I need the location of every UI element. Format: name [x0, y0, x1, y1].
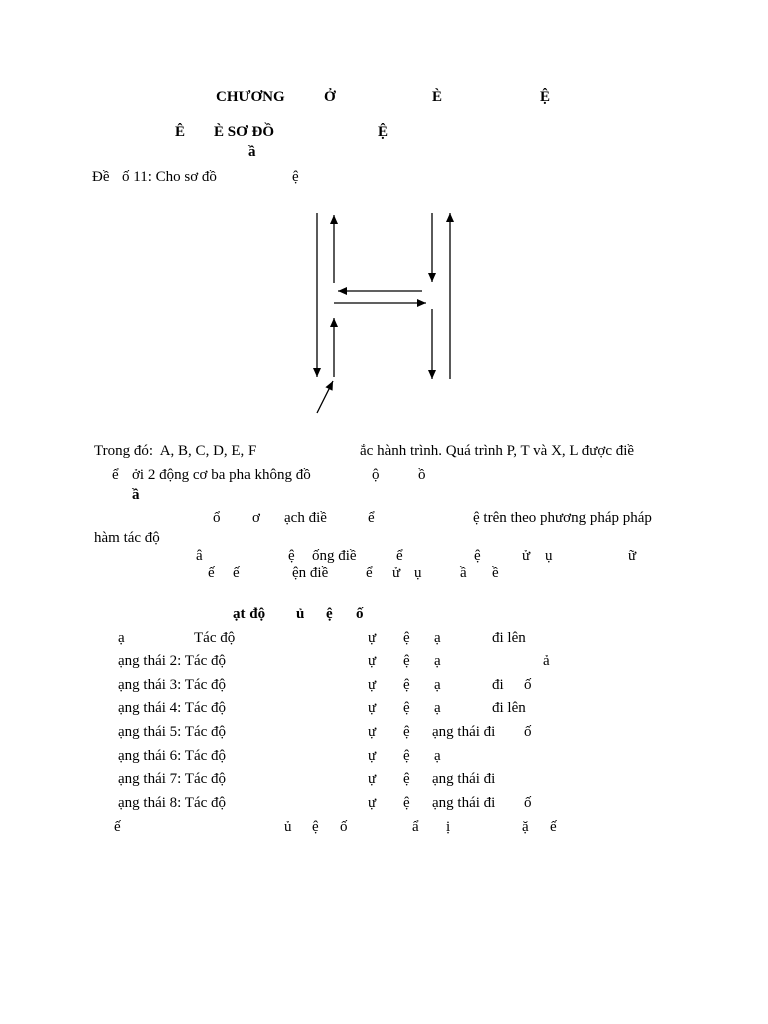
state-4-d: ạ [434, 700, 441, 716]
state-7-c: ệ [403, 771, 410, 787]
state-3-b: ự [368, 677, 377, 693]
task-l4-e: ử [392, 565, 401, 581]
task-l3-f: ử [522, 548, 531, 564]
desc-l2-c: ộ [372, 467, 380, 483]
state-7-d: ạng thái đi [432, 771, 496, 787]
state-1-f: đi lên [492, 630, 526, 646]
task-l1-e: ệ trên theo phương pháp pháp [473, 510, 652, 526]
state-2-a: ạng thái 2: Tác độ [118, 653, 227, 669]
task-l3-a: â [196, 548, 203, 564]
start-pointer-arrow [317, 381, 333, 413]
state-3-c: ệ [403, 677, 410, 693]
state-8-e: ố [524, 795, 532, 811]
task-l4-f: ụ [414, 565, 422, 581]
task-l2: hàm tác độ [94, 530, 160, 546]
state-2-e: ả [543, 653, 550, 669]
desc-l3: ầ [132, 487, 140, 503]
state-4-c: ệ [403, 700, 410, 716]
task-l1-c: ạch điề [284, 510, 327, 526]
desc-l2-b: ởi 2 động cơ ba pha không đồ [132, 467, 311, 483]
task-l4-d: ể [366, 565, 373, 581]
task-l4-h: ề [492, 565, 499, 581]
state-8-a: ạng thái 8: Tác độ [118, 795, 227, 811]
state-4-e: đi lên [492, 700, 526, 716]
last-e: ẩ [412, 819, 419, 835]
state-3-d: ạ [434, 677, 441, 693]
states-h-a: ạt độ [233, 606, 266, 622]
state-8-c: ệ [403, 795, 410, 811]
last-h: ế [550, 819, 557, 835]
desc-l1-b: ắc hành trình. Quá trình P, T và X, L được điề [360, 443, 635, 459]
state-7-a: ạng thái 7: Tác độ [118, 771, 227, 787]
title-l2-b: È SƠ ĐỒ [214, 124, 275, 140]
task-l3-b: ệ [288, 548, 295, 564]
state-1-c: ự [368, 630, 377, 646]
state-6-b: ự [368, 748, 377, 764]
problem-h-a: Đề [92, 169, 110, 185]
state-5-b: ự [368, 724, 377, 740]
task-l3-c: ống điề [312, 548, 357, 564]
state-6-d: ạ [434, 748, 441, 764]
desc-l1-a: Trong đó: A, B, C, D, E, F [94, 443, 257, 459]
task-l3-g: ụ [545, 548, 553, 564]
states-h-b: ủ [296, 606, 305, 622]
desc-l2-a: ể [112, 467, 119, 483]
title-l1-b: Ở [324, 89, 336, 105]
state-5-e: ố [524, 724, 532, 740]
state-5-a: ạng thái 5: Tác độ [118, 724, 227, 740]
state-1-e: ạ [434, 630, 441, 646]
state-2-b: ự [368, 653, 377, 669]
state-1-a: ạ [118, 630, 125, 646]
problem-h-c: ệ [292, 169, 299, 185]
state-1-d: ệ [403, 630, 410, 646]
task-l3-d: ể [396, 548, 403, 564]
task-l3-e: ệ [474, 548, 481, 564]
state-7-b: ự [368, 771, 377, 787]
task-l1-a: ổ [213, 510, 221, 526]
last-a: ế [114, 819, 121, 835]
task-l1-b: ơ [252, 510, 260, 526]
state-6-c: ệ [403, 748, 410, 764]
title-l2-a: Ê [175, 124, 186, 140]
state-3-e: đi [492, 677, 504, 693]
title-l2-sub: ầ [248, 144, 256, 160]
state-8-d: ạng thái đi [432, 795, 496, 811]
task-l3-h: ữ [628, 548, 637, 564]
state-5-d: ạng thái đi [432, 724, 496, 740]
task-l1-d: ể [368, 510, 375, 526]
last-c: ệ [312, 819, 319, 835]
title-l1-c: È [432, 89, 443, 105]
title-l1-a: CHƯƠNG [216, 89, 285, 105]
state-4-b: ự [368, 700, 377, 716]
last-g: ặ [522, 819, 529, 835]
travel-diagram [300, 205, 470, 420]
problem-h-b: ố 11: Cho sơ đồ [122, 169, 217, 185]
last-b: ủ [284, 819, 292, 835]
states-h-d: ố [356, 606, 364, 622]
state-3-f: ố [524, 677, 532, 693]
task-l4-c: ện điề [292, 565, 329, 581]
state-8-b: ự [368, 795, 377, 811]
states-h-c: ệ [326, 606, 333, 622]
title-l1-d: Ệ [540, 89, 551, 105]
state-3-a: ạng thái 3: Tác độ [118, 677, 227, 693]
state-2-d: ạ [434, 653, 441, 669]
state-6-a: ạng thái 6: Tác độ [118, 748, 227, 764]
state-1-b: Tác độ [194, 630, 236, 646]
last-f: ị [446, 819, 451, 835]
task-l4-b: ế [233, 565, 240, 581]
last-d: ố [340, 819, 348, 835]
task-l4-a: ế [208, 565, 215, 581]
title-l2-c: Ệ [378, 124, 389, 140]
state-2-c: ệ [403, 653, 410, 669]
task-l4-g: ầ [460, 565, 467, 581]
state-4-a: ạng thái 4: Tác độ [118, 700, 227, 716]
state-5-c: ệ [403, 724, 410, 740]
desc-l2-d: ồ [418, 467, 426, 483]
